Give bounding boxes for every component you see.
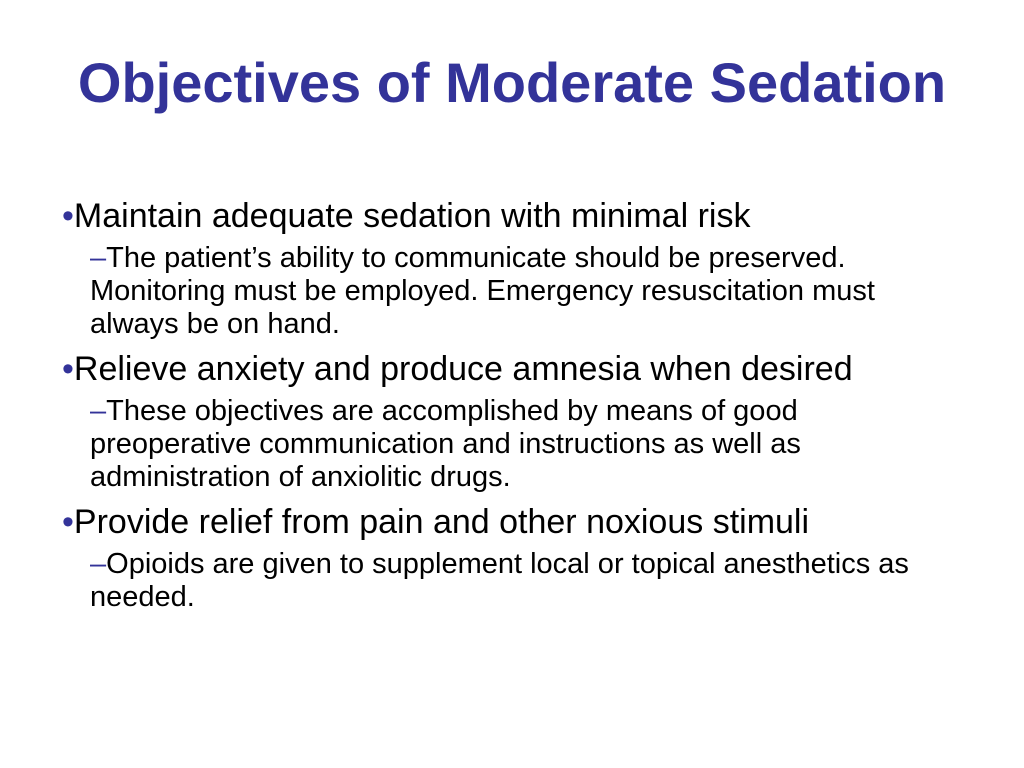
bullet-1 <box>62 198 962 234</box>
bullet-text: Maintain adequate sedation with minimal risk <box>73 197 751 235</box>
bullet-2 <box>62 351 962 387</box>
bullet-marker: • <box>62 197 74 235</box>
sub-bullet-3 <box>90 548 962 614</box>
sub-bullet-text: Opioids are given to supplement local or topical anesthetics as needed. <box>90 548 909 613</box>
sub-bullet-marker: – <box>90 548 107 580</box>
sub-bullet-marker: – <box>90 242 107 274</box>
bullet-marker: • <box>62 350 74 388</box>
sub-bullet-text: The patient’s ability to communicate should be preserved. Monitoring must be employed. Emergency resuscitation must always be on hand. <box>90 242 875 340</box>
sub-bullet-2 <box>90 395 962 494</box>
sub-bullet-marker: – <box>90 395 107 427</box>
bullet-marker: • <box>62 503 74 541</box>
bullet-text: Relieve anxiety and produce amnesia when desired <box>73 350 853 388</box>
sub-bullet-1 <box>90 242 962 341</box>
slide-title: Objectives of Moderate Sedation <box>77 51 947 114</box>
slide-body <box>62 198 962 624</box>
bullet-3 <box>62 504 962 540</box>
bullet-text: Provide relief from pain and other noxious stimuli <box>73 503 810 541</box>
sub-bullet-text: These objectives are accomplished by means of good preoperative communication and instructions as well as administration of anxiolitic drugs. <box>90 395 801 493</box>
